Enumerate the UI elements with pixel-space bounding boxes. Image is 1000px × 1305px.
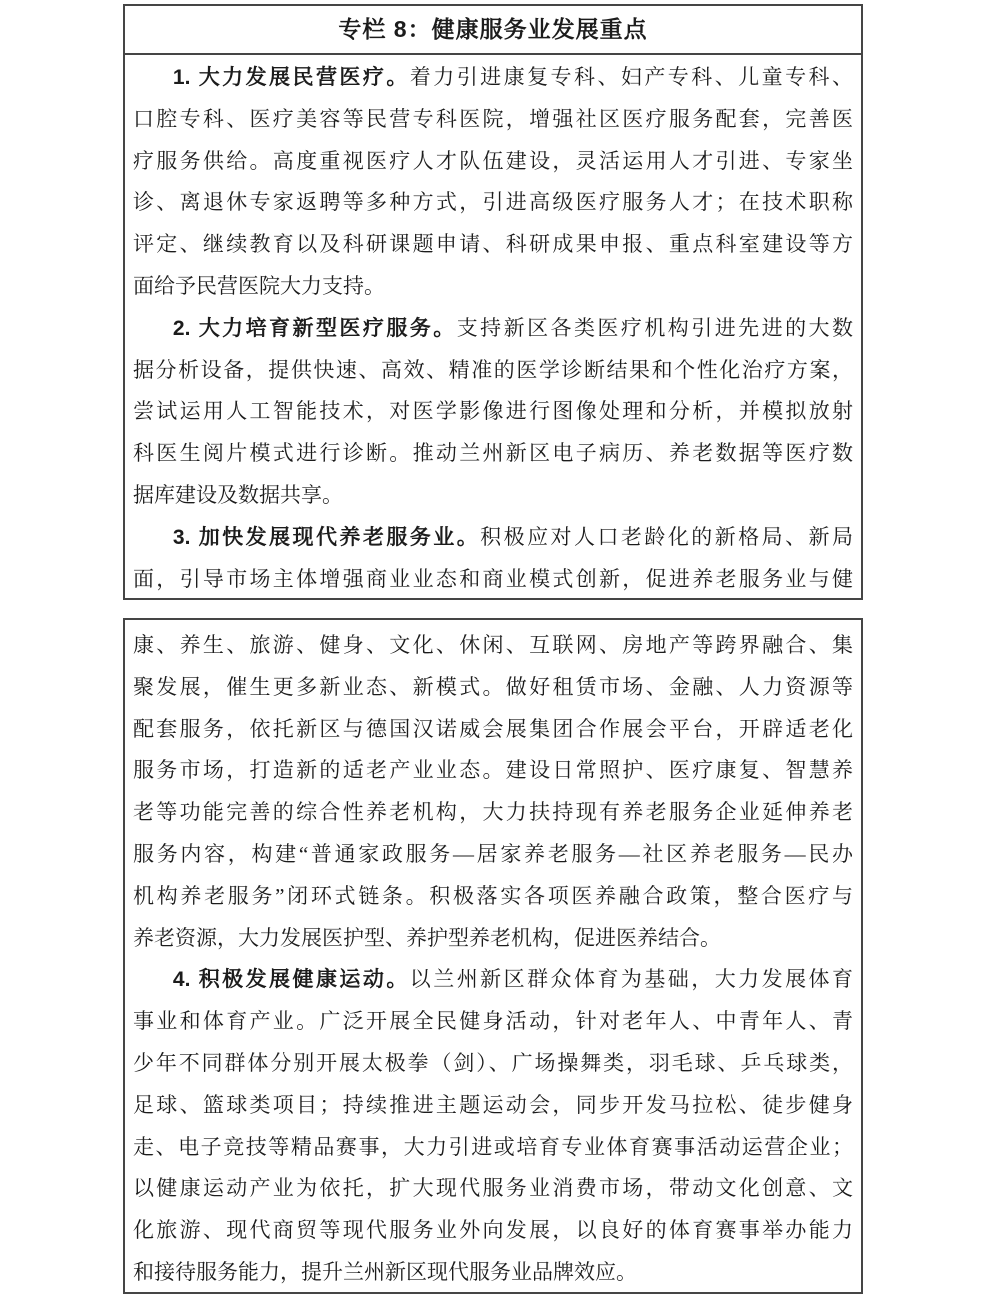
paragraph-lead-bold: 1. 大力发展民营医疗。 [172,66,410,89]
text-line [133,224,853,266]
text-line [133,1168,853,1210]
paragraph-lead-bold: 2. 大力培育新型医疗服务。 [172,316,457,340]
paragraph-text: 走、电子竞技等精品赛事，大力引进或培育专业体育赛事活动运营企业； [133,1134,853,1159]
text-line [133,1043,853,1085]
paragraph-text: 科医生阅片模式进行诊断。推动兰州新区电子病历、养老数据等医疗数 [133,441,853,466]
text-line [133,517,853,559]
text-line [133,308,853,350]
text-line [133,350,853,392]
paragraph-text: 以健康运动产业为依托，扩大现代服务业消费市场，带动文化创意、文 [133,1176,853,1201]
paragraph-text: 服务市场，打造新的适老产业业态。建设日常照护、医疗康复、智慧养 [133,758,853,783]
text-line [133,625,853,667]
paragraph-text: 服务内容，构建“普通家政服务—居家养老服务—社区养老服务—民办 [133,841,853,866]
text-line [133,475,853,517]
paragraph-text: 支持新区各类医疗机构引进先进的大数 [456,315,853,340]
paragraph-text: 康、养生、旅游、健身、文化、休闲、互联网、房地产等跨界融合、集 [133,633,853,657]
paragraph-lead-bold: 3. 加快发展现代养老服务业。 [172,525,481,549]
text-line [133,667,853,709]
text-line [133,182,853,224]
column8-body-part1 [125,55,861,600]
column8-box-part1 [123,4,863,600]
text-line [133,876,853,918]
paragraph-text: 据库建设及数据共享。 [133,482,343,507]
text-line [133,1085,853,1127]
text-line [133,1127,853,1169]
paragraph-text: 面，引导市场主体增强商业业态和商业模式创新，促进养老服务业与健 [133,566,853,591]
paragraph-text: 面给予民营医院大力支持。 [133,273,385,298]
text-line [133,57,853,99]
paragraph-text: 事业和体育产业。广泛开展全民健身活动，针对老年人、中青年人、青 [133,1009,853,1034]
paragraph-text: 诊、离退休专家返聘等多种方式，引进高级医疗服务人才；在技术职称 [133,190,853,215]
paragraph-text: 机构养老服务”闭环式链条。积极落实各项医养融合政策，整合医疗与 [133,883,853,908]
text-line [133,1001,853,1043]
paragraph-text: 疗服务供给。高度重视医疗人才队伍建设，灵活运用人才引进、专家坐 [133,148,853,173]
text-line [133,99,853,141]
paragraph-text: 少年不同群体分别开展太极拳（剑）、广场操舞类，羽毛球、乒乓球类， [133,1050,853,1075]
text-line [133,1252,853,1294]
paragraph-text: 配套服务，依托新区与德国汉诺威会展集团合作展会平台，开辟适老化 [133,716,853,741]
text-line [133,559,853,601]
paragraph-text: 足球、篮球类项目；持续推进主题运动会，同步开发马拉松、徒步健身 [133,1092,853,1117]
text-line [133,433,853,475]
text-line [133,834,853,876]
paragraph-text: 尝试运用人工智能技术，对医学影像进行图像处理和分析，并模拟放射 [133,399,853,424]
paragraph-text: 聚发展，催生更多新业态、新模式。做好租赁市场、金融、人力资源等 [133,674,853,699]
text-line [133,918,853,960]
paragraph-text: 化旅游、现代商贸等现代服务业外向发展，以良好的体育赛事举办能力 [133,1218,853,1243]
text-line [133,141,853,183]
text-line [133,391,853,433]
paragraph-text: 口腔专科、医疗美容等民营专科医院，增强社区医疗服务配套，完善医 [133,106,853,131]
paragraph-text: 和接待服务能力，提升兰州新区现代服务业品牌效应。 [133,1259,637,1284]
column8-body-part2 [125,620,861,1294]
text-line [133,709,853,751]
text-line [133,959,853,1001]
paragraph-lead-bold: 4. 积极发展健康运动。 [172,968,410,992]
paragraph-text: 据分析设备，提供快速、高效、精准的医学诊断结果和个性化治疗方案， [133,357,853,382]
paragraph-text: 养老资源，大力发展医护型、养护型养老机构，促进医养结合。 [133,925,721,950]
text-line [133,266,853,308]
text-line [133,1210,853,1252]
paragraph-text: 评定、继续教育以及科研课题申请、科研成果申报、重点科室建设等方 [133,232,853,257]
column8-title: 专栏 8：健康服务业发展重点 [125,6,861,55]
text-line [133,792,853,834]
paragraph-text: 着力引进康复专科、妇产专科、儿童专科、 [409,65,853,89]
column8-box-part2 [123,618,863,1294]
text-line [133,750,853,792]
paragraph-text: 以兰州新区群众体育为基础，大力发展体育 [409,967,853,992]
paragraph-text: 积极应对人口老龄化的新格局、新局 [480,524,853,549]
paragraph-text: 老等功能完善的综合性养老机构，大力扶持现有养老服务企业延伸养老 [133,800,853,825]
